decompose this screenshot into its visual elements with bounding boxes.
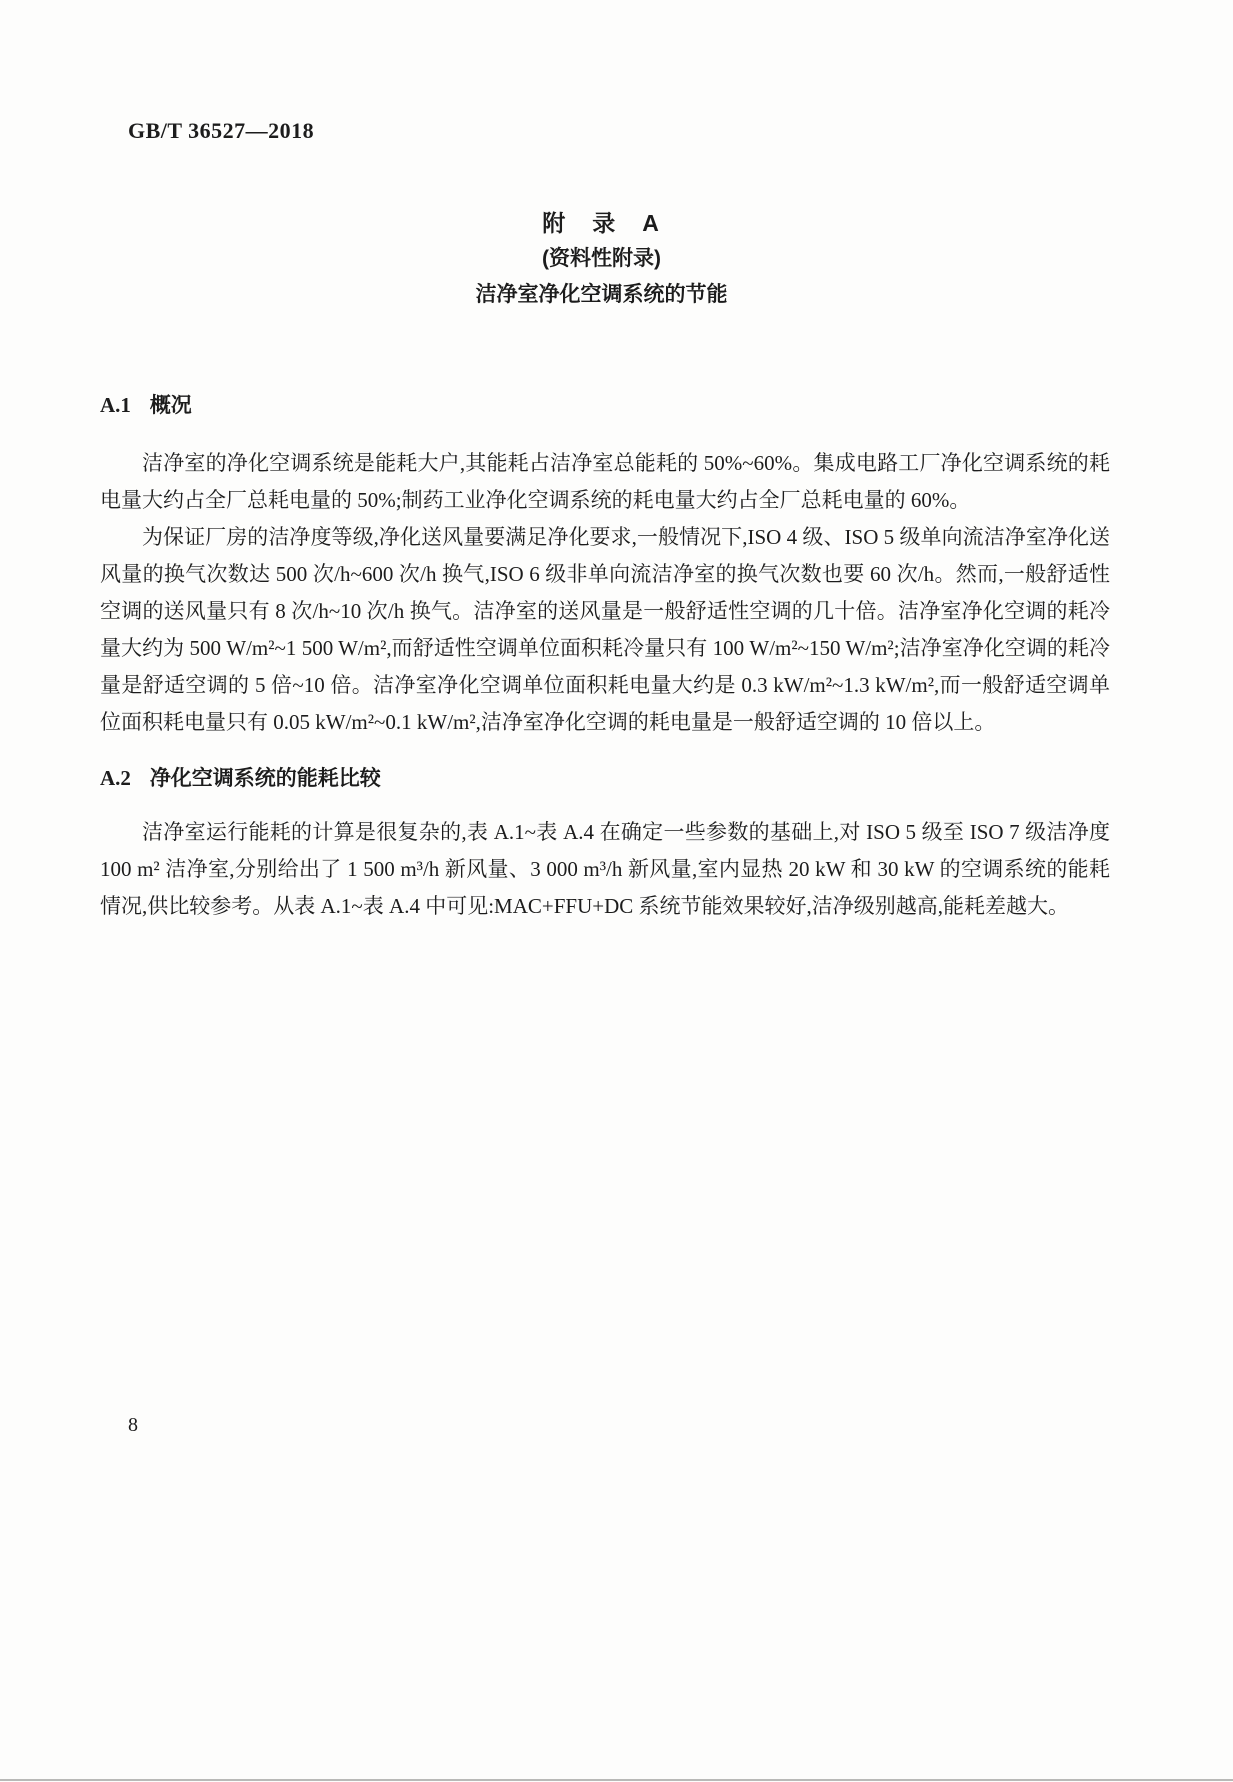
- paragraph: 洁净室运行能耗的计算是很复杂的,表 A.1~表 A.4 在确定一些参数的基础上,对 ISO 5 级至 ISO 7 级洁净度 100 m² 洁净室,分别给出了 1 500 m³/h 新风量、3 000 m³/h 新风量,室内显热 20 kW 和 30 kW 的空调系统的能耗情况,供比较参考。从表 A.1~表 A.4 中可见:MAC+FFU+DC 系统节能效果较好,洁净级别越高,能耗差越大。: [100, 820, 1110, 918]
- scan-edge-line: [0, 1779, 1233, 1781]
- page-number: 8: [128, 1414, 138, 1436]
- appendix-name: 洁净室净化空调系统的节能: [475, 283, 728, 306]
- appendix-title-block: [0, 205, 1203, 313]
- section-number: A.2: [100, 766, 131, 790]
- section-heading-a2: [100, 763, 1110, 794]
- appendix-subtitle: (资料性附录): [542, 247, 661, 270]
- section-title: 概况: [149, 394, 192, 417]
- section-number: A.1: [100, 393, 131, 417]
- document-body: [100, 390, 1110, 925]
- section-heading-a1: [100, 390, 1110, 421]
- paragraph: 洁净室的净化空调系统是能耗大户,其能耗占洁净室总能耗的 50%~60%。集成电路工厂净化空调系统的耗电量大约占全厂总耗电量的 50%;制药工业净化空调系统的耗电量大约占全厂总耗电量的 60%。: [100, 451, 1110, 512]
- section-title: 净化空调系统的能耗比较: [149, 767, 381, 790]
- paragraph: 为保证厂房的洁净度等级,净化送风量要满足净化要求,一般情况下,ISO 4 级、ISO 5 级单向流洁净室净化送风量的换气次数达 500 次/h~600 次/h 换气,ISO 6 级非单向流洁净室的换气次数也要 60 次/h。然而,一般舒适性空调的送风量只有 8 次/h~10 次/h 换气。洁净室的送风量是一般舒适性空调的几十倍。洁净室净化空调的耗冷量大约为 500 W/m²~1 500 W/m²,而舒适性空调单位面积耗冷量只有 100 W/m²~150 W/m²;洁净室净化空调的耗冷量是舒适空调的 5 倍~10 倍。洁净室净化空调单位面积耗电量大约是 0.3 kW/m²~1.3 kW/m²,而一般舒适空调单位面积耗电量只有 0.05 kW/m²~0.1 kW/m²,洁净室净化空调的耗电量是一般舒适空调的 10 倍以上。: [100, 525, 1110, 734]
- appendix-title: 附 录 A: [542, 210, 661, 236]
- doc-number: GB/T 36527—2018: [128, 118, 315, 143]
